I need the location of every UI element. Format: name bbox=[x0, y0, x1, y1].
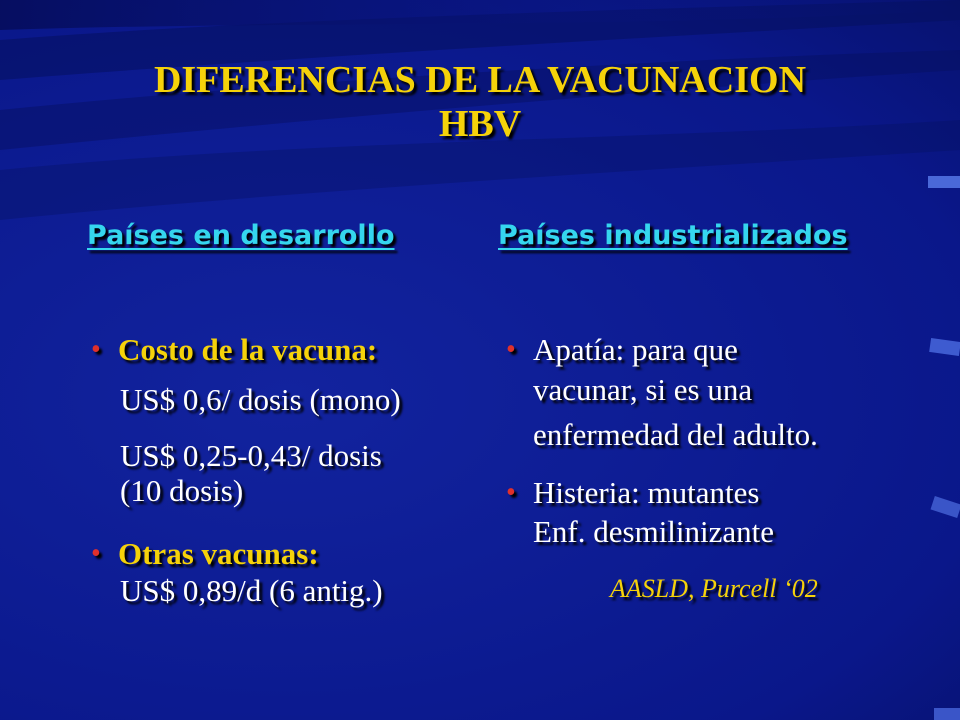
bullet-icon: • bbox=[506, 334, 516, 365]
citation: AASLD, Purcell ‘02 bbox=[610, 574, 818, 603]
right-bullet-2 bbox=[506, 475, 760, 510]
left-bullet-1 bbox=[91, 332, 378, 367]
left-bullet-1-price-multi-note: (10 dosis) bbox=[120, 473, 244, 508]
left-bullet-1-price-multi: US$ 0,25-0,43/ dosis bbox=[120, 438, 382, 473]
bullet-icon: • bbox=[91, 334, 101, 365]
right-bullet-2-line2: Enf. desmilinizante bbox=[533, 514, 775, 549]
left-bullet-1-price-mono: US$ 0,6/ dosis (mono) bbox=[120, 382, 401, 417]
left-bullet-1-label: Costo de la vacuna: bbox=[118, 332, 378, 367]
left-column-heading: Países en desarrollo bbox=[87, 220, 395, 251]
slide-title-line2: HBV bbox=[438, 103, 522, 145]
right-column-heading: Países industrializados bbox=[498, 220, 848, 251]
right-bullet-2-line1: Histeria: mutantes bbox=[533, 475, 760, 510]
right-bullet-1 bbox=[506, 332, 738, 367]
right-bullet-1-line1: Apatía: para que bbox=[533, 332, 738, 367]
right-bullet-1-line2: vacunar, si es una bbox=[533, 372, 753, 407]
left-bullet-2 bbox=[91, 536, 319, 571]
bullet-icon: • bbox=[506, 477, 516, 508]
left-bullet-2-price: US$ 0,89/d (6 antig.) bbox=[120, 573, 383, 608]
slide-title-line1: DIFERENCIAS DE LA VACUNACION bbox=[153, 59, 807, 101]
slide-title bbox=[40, 58, 920, 146]
right-bullet-1-line3: enfermedad del adulto. bbox=[533, 417, 818, 452]
left-bullet-2-label: Otras vacunas: bbox=[118, 536, 319, 571]
bullet-icon: • bbox=[91, 538, 101, 569]
